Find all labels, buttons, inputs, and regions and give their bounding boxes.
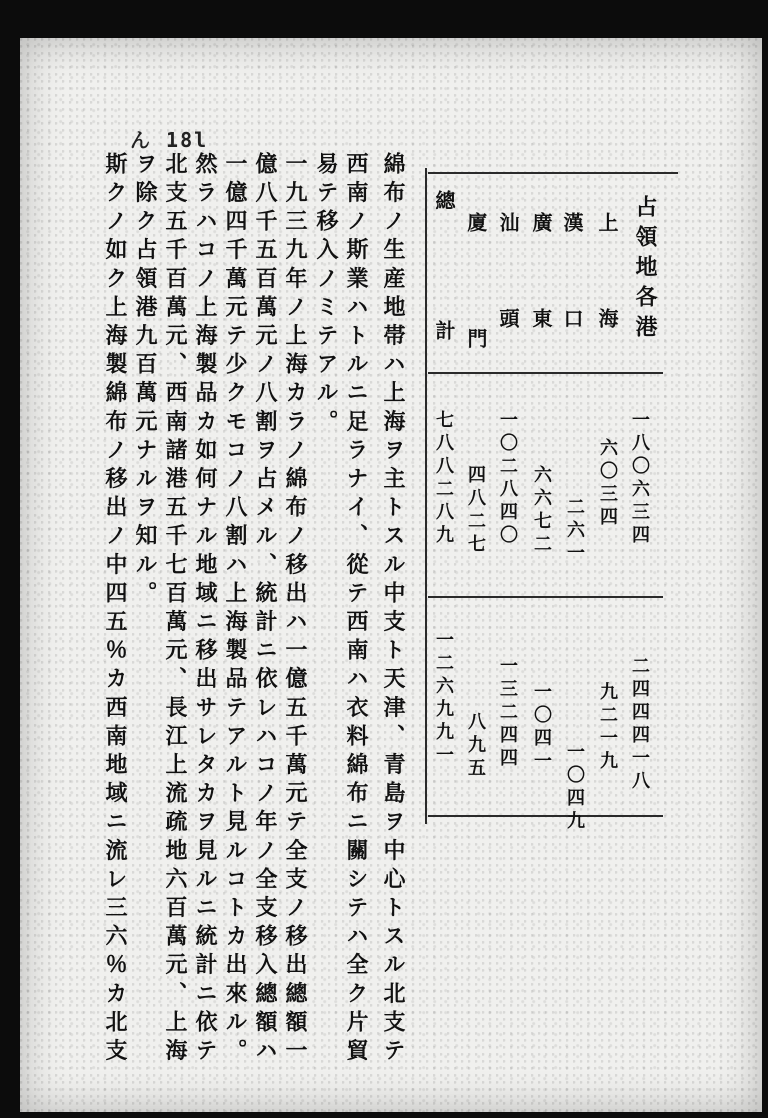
port-name: 門 <box>464 328 488 348</box>
port-name: 廈 <box>464 212 488 232</box>
value-cell: 二四四四一八 <box>629 656 650 794</box>
table-rule <box>428 596 663 598</box>
port-name: 廣東 <box>529 212 553 404</box>
total-value-cell: 一二六九九一 <box>433 630 454 768</box>
port-name: 上海 <box>595 212 619 404</box>
value-cell: 一〇二八四〇 <box>497 410 518 548</box>
table-rule-vertical <box>425 168 427 824</box>
text-column: 然ラハコノ上海製品カ如何ナル地域ニ移出サレタカヲ見ルニ統計ニ依テ <box>192 152 218 1068</box>
value-cell: 一八〇六三四 <box>629 410 650 548</box>
text-column: 斯クノ如ク上海製綿布ノ移出ノ中四五％カ西南地域ニ流レ三六％カ北支 <box>102 152 128 1068</box>
text-column: 綿布ノ生産地帯ハ上海ヲ主トスル中支ト天津、青島ヲ中心トスル北支テ <box>380 152 406 1068</box>
text-column: 一億四千萬元テ少クモコノ八割ハ上海製品テアルト見ルコトカ出來ル。 <box>222 152 248 1068</box>
text-column: 一九三九年ノ上海カラノ綿布ノ移出ハ一億五千萬元テ全支ノ移出總額一 <box>282 152 308 1068</box>
value-cell: 九二一九 <box>597 682 618 774</box>
text-column: ヲ除ク占領港九百萬元ナルヲ知ル。 <box>132 152 158 610</box>
table-title: 占領地各港 <box>632 195 658 345</box>
text-column: 億八千五百萬元ノ八割ヲ占メル、統計ニ依レハコノ年ノ全支移入總額ハ <box>252 152 278 1068</box>
value-cell: 二六一 <box>564 497 585 566</box>
port-name: 漢口 <box>560 212 584 404</box>
port-name: 汕頭 <box>496 212 520 404</box>
value-cell: 六〇三四 <box>597 438 618 530</box>
text-column: 北支五千百萬元、西南諸港五千七百萬元、長江上流疏地六百萬元、上海 <box>162 152 188 1068</box>
value-cell: 八九五 <box>465 712 486 781</box>
text-column: 西南ノ斯業ハトルニ足ラナイ、從テ西南ハ衣料綿布ニ關シテハ全ク片貿 <box>343 152 369 1068</box>
value-cell: 一〇四一 <box>531 682 552 774</box>
value-cell: 一〇四九 <box>564 742 585 834</box>
value-cell: 四八二七 <box>465 465 486 557</box>
value-cell: 一三二四四 <box>497 656 518 771</box>
page-folio: ん 18l <box>130 128 209 152</box>
value-cell: 六六七二 <box>531 465 552 557</box>
total-value-cell: 七八八二八九 <box>433 410 454 548</box>
table-rule-bottom <box>428 815 663 817</box>
total-label: 總計 <box>432 190 456 450</box>
text-column: 易テ移入ノミテアル。 <box>313 152 339 438</box>
table-rule-top <box>428 172 678 174</box>
